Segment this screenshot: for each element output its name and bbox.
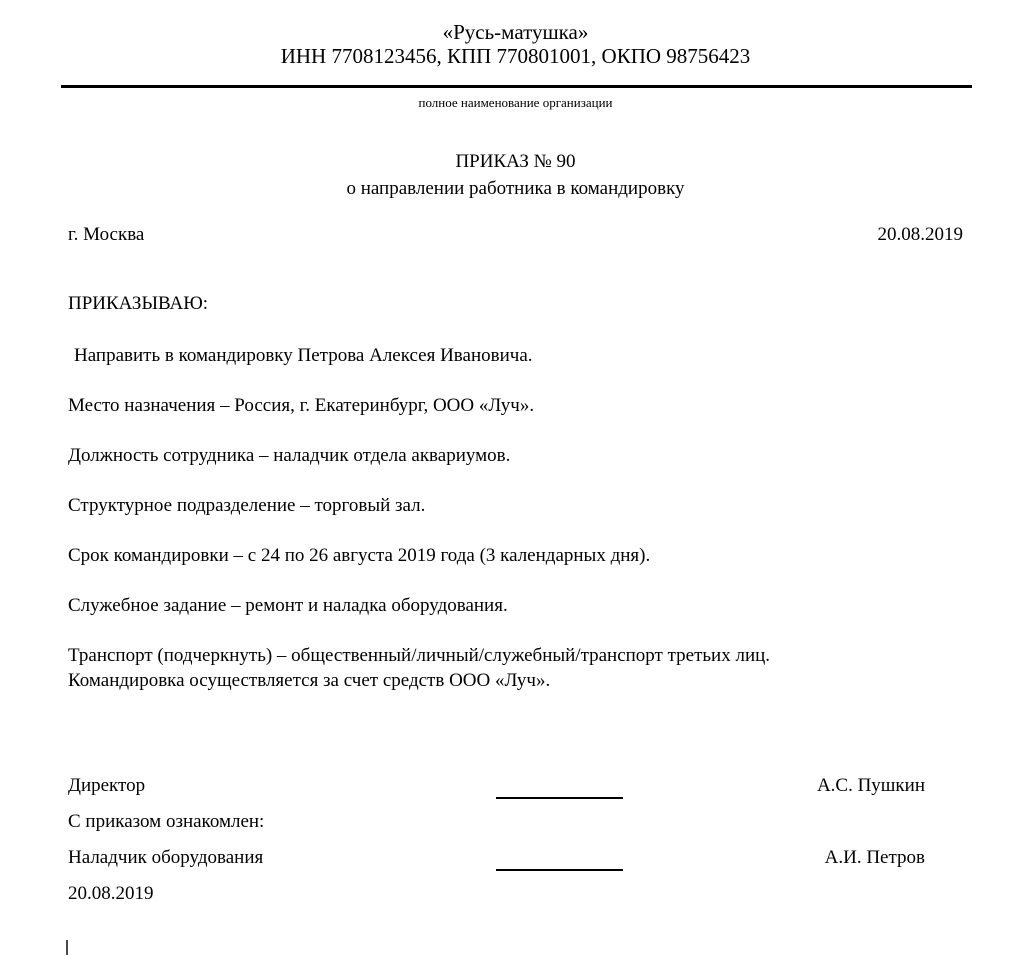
paragraph-transport	[68, 643, 963, 693]
paragraph-position: Должность сотрудника – наладчик отдела аквариумов.	[68, 445, 511, 466]
employee-signature-row	[68, 845, 963, 870]
paragraph-assignment: Направить в командировку Петрова Алексея Ивановича.	[74, 345, 533, 366]
transport-line: Транспорт (подчеркнуть) – общественный/личный/служебный/транспорт третьих лиц.	[68, 645, 771, 666]
acknowledged-row	[68, 809, 963, 834]
signature-line-director	[496, 797, 623, 799]
paragraph-term: Срок командировки – с 24 по 26 августа 2019 года (3 календарных дня).	[68, 545, 651, 566]
employee-title: Наладчик оборудования	[68, 847, 264, 868]
signature-line-employee	[496, 869, 623, 871]
org-details: ИНН 7708123456, КПП 770801001, ОКПО 98756423	[280, 44, 751, 68]
meta-row	[68, 222, 963, 247]
acknowledgement-date: 20.08.2019	[68, 883, 154, 904]
paragraph-destination: Место назначения – Россия, г. Екатеринбург, ООО «Луч».	[68, 395, 535, 416]
header-divider	[61, 85, 972, 88]
acknowledged-label: С приказом ознакомлен:	[68, 811, 265, 832]
director-name: А.С. Пушкин	[816, 775, 925, 796]
order-heading: ПРИКАЗЫВАЮ:	[68, 293, 209, 314]
org-name: «Русь-матушка»	[442, 20, 589, 44]
org-caption: полное наименование организации	[418, 95, 613, 110]
org-header	[68, 20, 963, 68]
director-signature-row	[68, 773, 963, 798]
signature-block	[68, 773, 963, 906]
director-title: Директор	[68, 775, 146, 796]
order-date: 20.08.2019	[877, 224, 963, 245]
order-title-block	[68, 148, 963, 202]
employee-name: А.И. Петров	[824, 847, 925, 868]
order-title: ПРИКАЗ № 90	[455, 151, 576, 172]
acknowledgement-date-row	[68, 881, 963, 906]
funding-line: Командировка осуществляется за счет средств ООО «Луч».	[68, 670, 551, 691]
city-label: г. Москва	[68, 224, 145, 245]
paragraph-task: Служебное задание – ремонт и наладка оборудования.	[68, 595, 508, 616]
text-caret	[66, 940, 68, 955]
order-subtitle: о направлении работника в командировку	[346, 178, 685, 199]
paragraph-department: Структурное подразделение – торговый зал.	[68, 495, 426, 516]
